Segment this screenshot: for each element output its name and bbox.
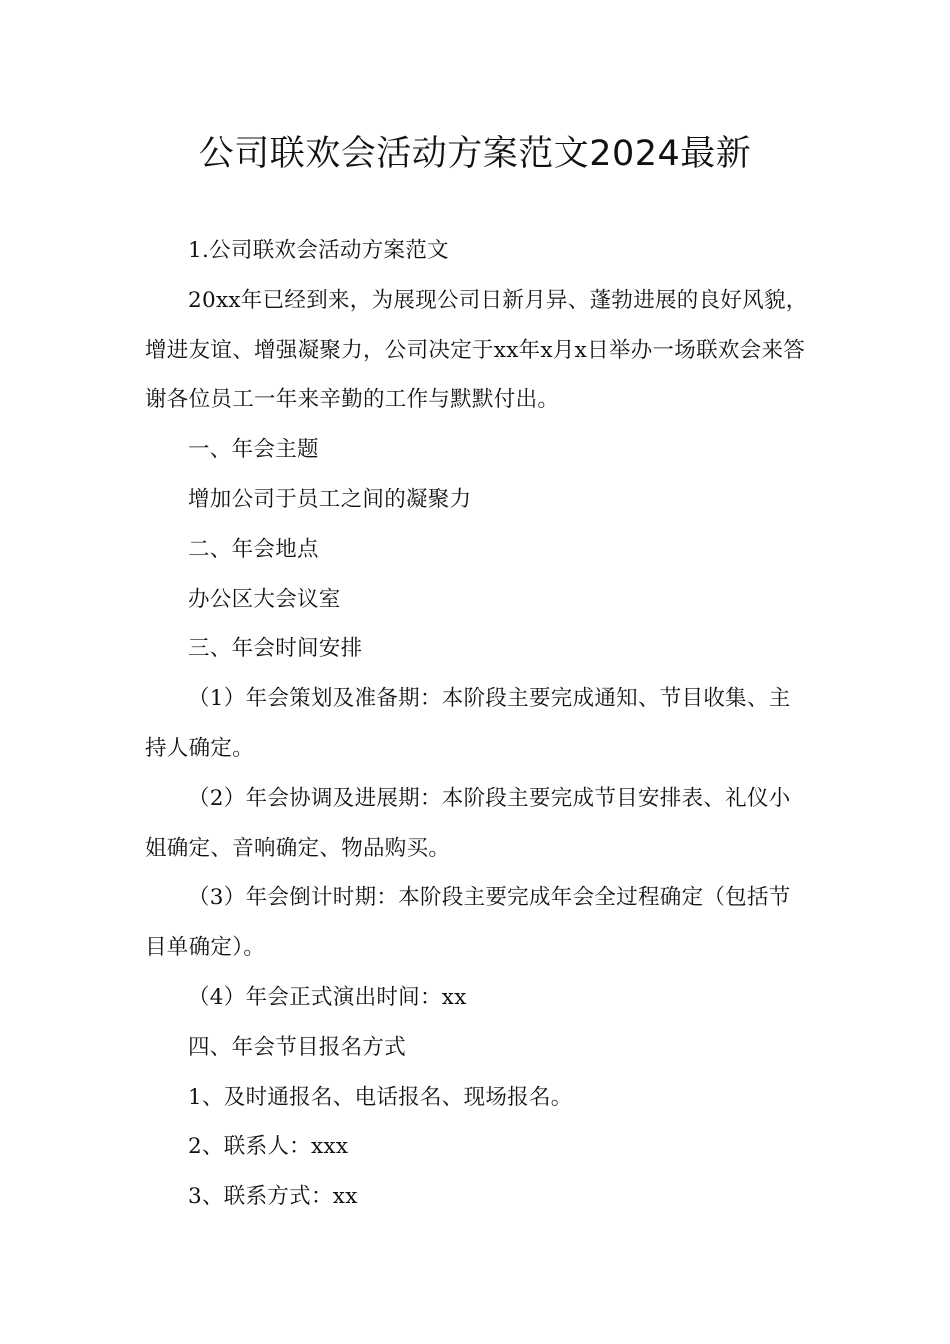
document-body [145,226,810,1222]
list-item: （3）年会倒计时期：本阶段主要完成年会全过程确定（包括节目单确定）。 [145,885,791,961]
list-item: （1）年会策划及准备期：本阶段主要完成通知、节目收集、主持人确定。 [145,686,791,761]
section-heading: 三、年会时间安排 [188,636,363,662]
paragraph: 20xx年已经到来，为展现公司日新月异、蓬勃进展的良好风貌，增进友谊、增强凝聚力，公司决定于xx年x月x日举办一场联欢会来答谢各位员工一年来辛勤的工作与默默付出。 [145,287,808,413]
paragraph: 办公区大会议室 [188,586,341,612]
list-item: （2）年会协调及进展期：本阶段主要完成节目安排表、礼仪小姐确定、音响确定、物品购买。 [145,785,791,861]
list-item: 2、联系人：xxx [188,1134,349,1160]
section-heading: 1.公司联欢会活动方案范文 [188,238,449,263]
document-title: 公司联欢会活动方案范文2024最新 [198,134,752,174]
list-item: 3、联系方式：xx [188,1184,358,1210]
section-heading: 一、年会主题 [188,437,319,463]
list-item: 1、及时通报名、电话报名、现场报名。 [188,1084,573,1110]
section-heading: 二、年会地点 [188,536,319,562]
list-item: （4）年会正式演出时间：xx [188,984,467,1010]
section-heading: 四、年会节目报名方式 [188,1034,407,1060]
paragraph: 增加公司于员工之间的凝聚力 [188,486,472,512]
